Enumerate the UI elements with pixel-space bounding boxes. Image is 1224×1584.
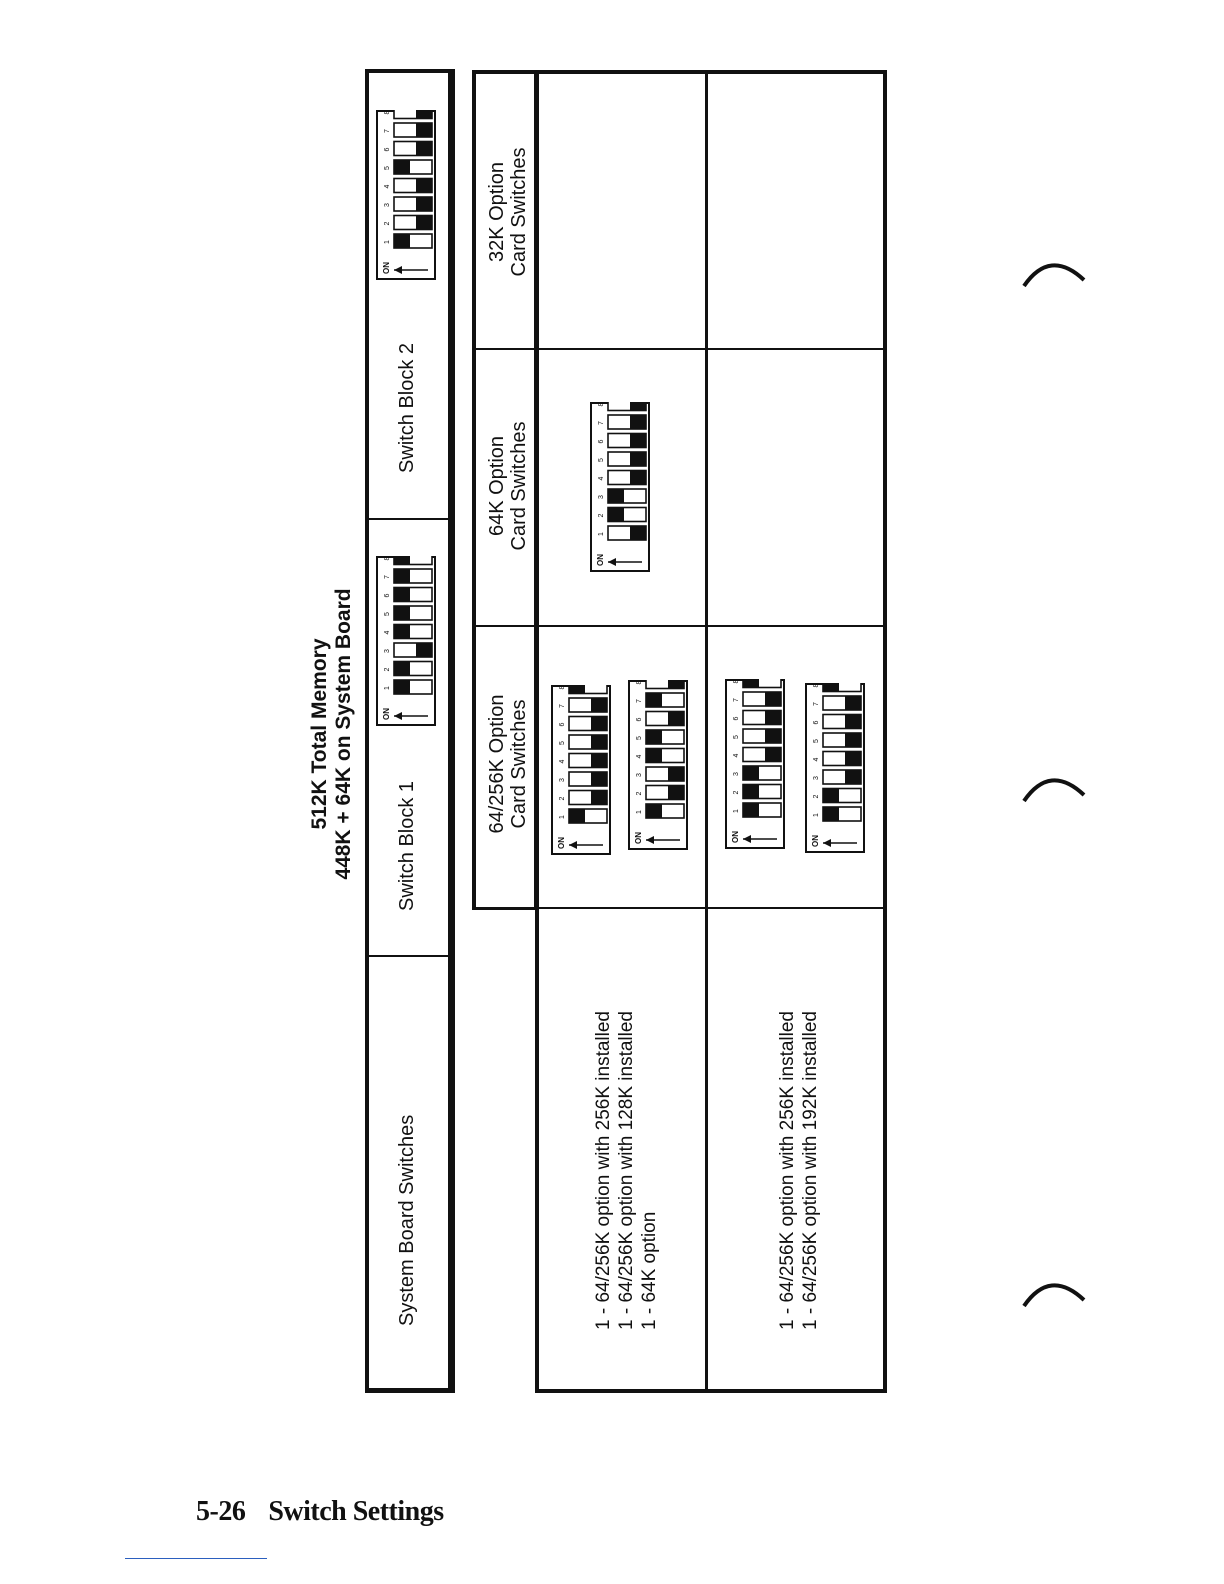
dip-switch-number: 1 — [813, 813, 820, 817]
row-1-config-text — [592, 1011, 661, 1330]
dip-switch-number: 3 — [598, 495, 605, 499]
dip-switch-lever — [569, 685, 585, 694]
section-title: Switch Settings — [268, 1496, 444, 1527]
dip-switch-number: 7 — [813, 702, 820, 706]
dip-switch-lever — [845, 715, 861, 729]
binder-hole-mark — [1020, 250, 1090, 290]
dip-switch-lever — [743, 766, 759, 780]
dip-switch-number: 1 — [636, 810, 643, 814]
dip-switch-lever — [591, 791, 607, 805]
dip-switch-number: 5 — [636, 736, 643, 740]
dip-switch-number: 6 — [598, 439, 605, 444]
dip-switch-number: 2 — [384, 667, 391, 672]
dip-switch-number: 7 — [598, 421, 605, 425]
dip-switch-number: 3 — [384, 203, 391, 207]
dip-switch-lever — [630, 434, 646, 448]
dip-switch-lever — [845, 696, 861, 710]
dip-switch-lever — [416, 142, 432, 156]
dip-switch-number: 6 — [384, 147, 391, 152]
system-board-header: System Board Switches — [396, 1114, 418, 1326]
dip-switch-lever — [416, 197, 432, 211]
config-line: 1 - 64/256K option with 256K installed — [593, 1011, 614, 1330]
dip-switch-lever — [646, 804, 662, 818]
config-line: 1 - 64/256K option with 128K installed — [616, 1011, 637, 1330]
dip-on-label: ON — [811, 835, 820, 847]
binder-hole-mark — [1020, 1270, 1090, 1310]
dip-switch-number: 4 — [384, 630, 391, 635]
dip-switch-lever — [765, 748, 781, 762]
col-header-32k: 32K Option Card Switches — [486, 147, 530, 277]
dip-switch-number: 8 — [733, 679, 740, 684]
dip-switch-number: 4 — [733, 753, 740, 758]
col-header-64k: 64K Option Card Switches — [486, 421, 530, 551]
dip-switch-lever — [646, 749, 662, 763]
dip-switch-number: 4 — [813, 757, 820, 762]
dip-switch-lever — [394, 556, 410, 565]
dip-switch-number: 4 — [384, 184, 391, 189]
dip-on-label: ON — [557, 837, 566, 849]
dip-switch-number: 5 — [559, 741, 566, 745]
dip-switch-lever — [743, 803, 759, 817]
dip-switch-number: 6 — [813, 720, 820, 725]
dip-switch-lever — [394, 606, 410, 620]
dip-switch-number: 6 — [559, 722, 566, 727]
dip-switch-lever — [591, 772, 607, 786]
switch-block-2-label: Switch Block 2 — [396, 342, 418, 473]
dip-switch-number: 7 — [559, 704, 566, 708]
dip-switch-number: 2 — [636, 791, 643, 796]
dip-switch-lever — [765, 729, 781, 743]
dip-switch-number: 2 — [733, 790, 740, 795]
title-line-2: 448K + 64K on System Board — [332, 588, 355, 880]
dip-switch-number: 3 — [813, 776, 820, 780]
dip-switch-lever — [569, 809, 585, 823]
row-1-64k-dip — [590, 402, 650, 572]
dip-switch-lever — [823, 807, 839, 821]
dip-switch-number: 4 — [559, 759, 566, 764]
dip-on-label: ON — [382, 708, 391, 720]
page-title — [308, 584, 356, 884]
dip-switch-lever — [668, 712, 684, 726]
dip-switch-lever — [630, 526, 646, 540]
dip-switch-number: 8 — [384, 110, 391, 115]
dip-switch-lever — [743, 679, 759, 688]
dip-switch-lever — [823, 683, 839, 692]
dip-switch-lever — [416, 123, 432, 137]
dip-on-label: ON — [596, 554, 605, 566]
dip-switch-lever — [608, 489, 624, 503]
config-line: 1 - 64K option — [639, 1211, 660, 1330]
dip-switch-number: 8 — [636, 680, 643, 685]
dip-switch-number: 3 — [384, 649, 391, 653]
row-1-64-256k-dip-b — [628, 680, 688, 850]
page-footer — [196, 1496, 444, 1528]
dip-switch-lever — [416, 179, 432, 193]
dip-switch-lever — [608, 508, 624, 522]
dip-switch-lever — [394, 234, 410, 248]
dip-switch-lever — [416, 216, 432, 230]
dip-switch-lever — [416, 110, 432, 119]
dip-switch-lever — [591, 698, 607, 712]
dip-switch-number: 5 — [598, 458, 605, 462]
title-line-1: 512K Total Memory — [308, 638, 331, 830]
dip-switch-number: 5 — [384, 166, 391, 170]
row-2-64-256k-dip-a — [725, 679, 785, 849]
dip-switch-lever — [630, 415, 646, 429]
footer-rule — [125, 1558, 267, 1559]
dip-switch-number: 5 — [733, 735, 740, 739]
dip-switch-lever — [394, 680, 410, 694]
binder-hole-mark — [1020, 765, 1090, 805]
dip-switch-number: 7 — [384, 129, 391, 133]
dip-switch-number: 1 — [384, 240, 391, 244]
dip-switch-lever — [765, 692, 781, 706]
dip-switch-number: 2 — [598, 513, 605, 518]
dip-switch-number: 4 — [636, 754, 643, 759]
config-line: 1 - 64/256K option with 256K installed — [777, 1011, 798, 1330]
dip-switch-lever — [394, 569, 410, 583]
dip-switch-number: 1 — [559, 815, 566, 819]
dip-switch-number: 7 — [733, 698, 740, 702]
dip-switch-number: 3 — [733, 772, 740, 776]
dip-switch-number: 8 — [813, 683, 820, 688]
dip-switch-lever — [394, 588, 410, 602]
col-header-64-256k: 64/256K Option Card Switches — [486, 694, 530, 834]
dip-switch-number: 7 — [636, 699, 643, 703]
dip-switch-number: 1 — [384, 686, 391, 690]
dip-switch-lever — [591, 754, 607, 768]
dip-switch-number: 4 — [598, 476, 605, 481]
dip-switch-lever — [591, 717, 607, 731]
dip-switch-number: 1 — [598, 532, 605, 536]
dip-switch-lever — [394, 160, 410, 174]
dip-switch-lever — [630, 452, 646, 466]
dip-switch-lever — [394, 625, 410, 639]
dip-switch-number: 7 — [384, 575, 391, 579]
dip-switch-lever — [416, 643, 432, 657]
dip-switch-lever — [646, 693, 662, 707]
dip-switch-number: 3 — [559, 778, 566, 782]
dip-switch-number: 6 — [636, 717, 643, 722]
dip-switch-number: 5 — [813, 739, 820, 743]
dip-switch-number: 1 — [733, 809, 740, 813]
dip-switch-number: 6 — [384, 593, 391, 598]
dip-on-label: ON — [382, 262, 391, 274]
dip-switch-lever — [845, 770, 861, 784]
dip-switch-number: 8 — [598, 402, 605, 407]
dip-switch-number: 2 — [813, 794, 820, 799]
dip-switch-number: 6 — [733, 716, 740, 721]
dip-switch-number: 2 — [384, 221, 391, 226]
page-number: 5-26 — [196, 1496, 246, 1527]
row-2-64k-cell — [708, 350, 883, 625]
dip-switch-lever — [668, 767, 684, 781]
row-2-config-text — [776, 1011, 822, 1330]
switch-block-2-dip — [376, 110, 436, 280]
dip-switch-lever — [394, 662, 410, 676]
switch-block-1-label: Switch Block 1 — [396, 780, 418, 911]
row-2-64-256k-dip-b — [805, 683, 865, 853]
dip-switch-number: 5 — [384, 612, 391, 616]
dip-switch-lever — [823, 789, 839, 803]
dip-switch-number: 2 — [559, 796, 566, 801]
row-2-32k-cell — [708, 74, 883, 348]
dip-switch-lever — [668, 786, 684, 800]
switch-block-1-dip — [376, 556, 436, 726]
dip-switch-lever — [591, 735, 607, 749]
dip-switch-number: 8 — [559, 685, 566, 690]
config-line: 1 - 64/256K option with 192K installed — [800, 1011, 821, 1330]
dip-switch-lever — [630, 471, 646, 485]
dip-switch-number: 8 — [384, 556, 391, 561]
dip-switch-lever — [845, 752, 861, 766]
dip-switch-lever — [845, 733, 861, 747]
dip-switch-lever — [668, 680, 684, 689]
dip-on-label: ON — [634, 832, 643, 844]
row-1-32k-cell — [539, 74, 705, 348]
dip-on-label: ON — [731, 831, 740, 843]
dip-switch-lever — [630, 402, 646, 411]
dip-switch-lever — [646, 730, 662, 744]
row-1-64-256k-dip-a — [551, 685, 611, 855]
dip-switch-number: 3 — [636, 773, 643, 777]
dip-switch-lever — [743, 785, 759, 799]
dip-switch-lever — [765, 711, 781, 725]
